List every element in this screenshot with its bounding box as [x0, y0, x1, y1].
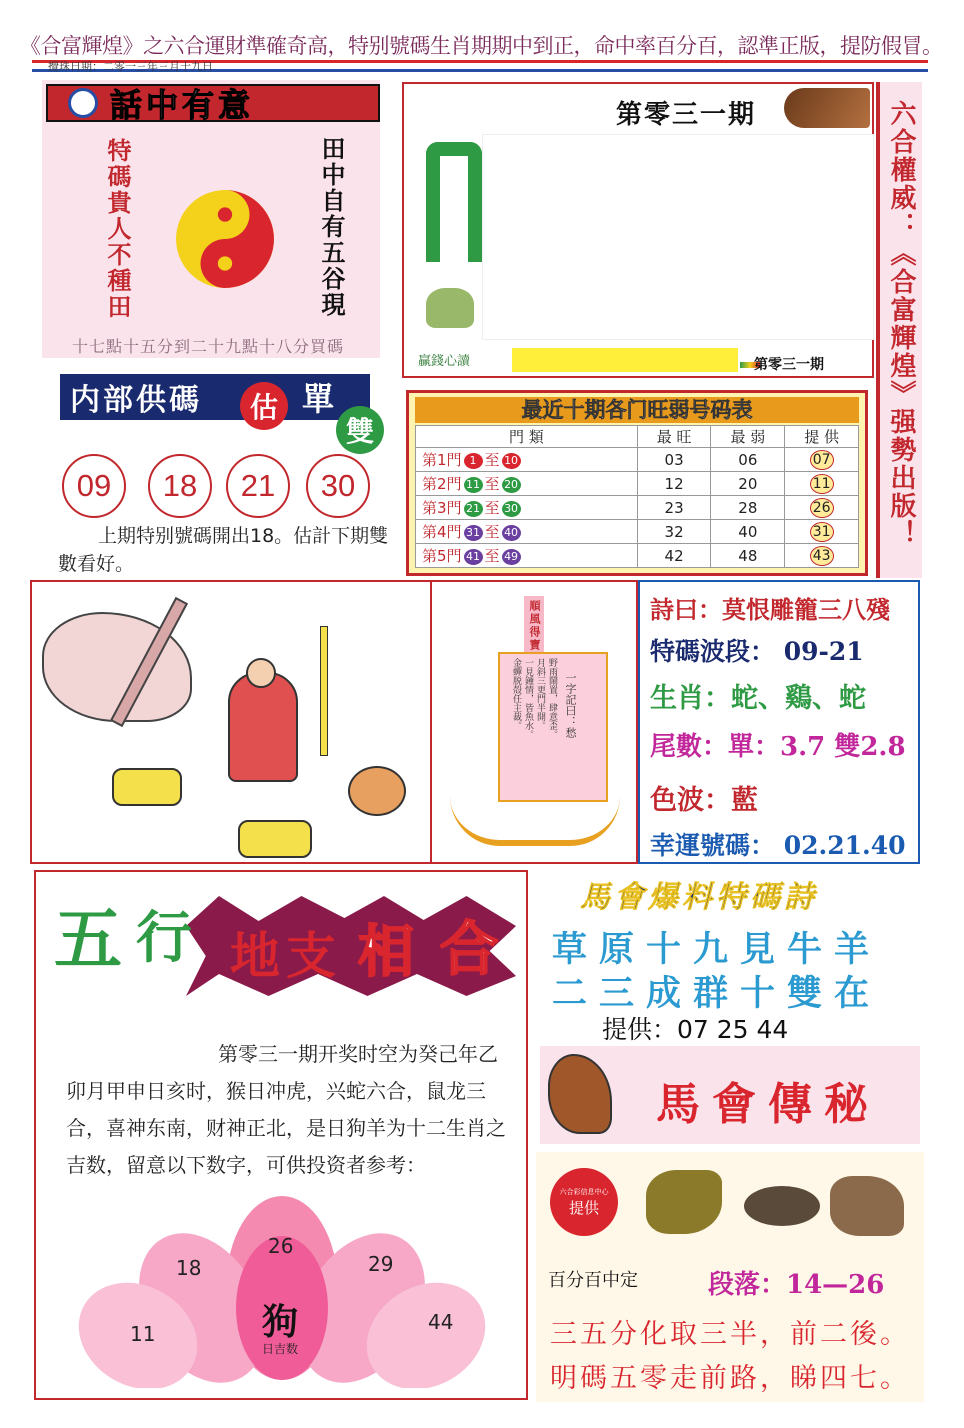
issue-poster: [402, 82, 874, 378]
hua-left-text: 特碼貴人不種田: [103, 138, 131, 320]
staff: [320, 626, 328, 756]
dragon-icon: [646, 1170, 722, 1234]
issue-caption: 贏錢心讀: [418, 354, 471, 369]
lotus-number: 18: [176, 1256, 202, 1280]
range-end: 30: [502, 501, 521, 517]
give-cell: 31: [785, 520, 859, 544]
gold-ingot-icon: [112, 768, 182, 806]
wave-row: [650, 632, 864, 668]
code-ball: 18: [148, 454, 212, 518]
tail-row: [650, 726, 906, 763]
poem-shi: 詩曰：莫恨雕籠三八殘: [650, 595, 890, 624]
sail-poem-line: 月斜三更門半開。: [535, 658, 545, 730]
min-cell: 28: [711, 496, 785, 520]
number-table-panel: [406, 390, 868, 576]
wuxing-char: 五: [54, 900, 123, 980]
person-figure: [228, 672, 298, 782]
side-banner: [876, 82, 922, 578]
wave-label: 特碼波段：: [650, 637, 776, 666]
seal-icon: [550, 1168, 618, 1236]
lotus-icon: [54, 1188, 510, 1388]
wuxing-char: 合: [440, 915, 499, 983]
boat-hull: [450, 796, 620, 846]
range-end: 49: [502, 549, 521, 565]
secret-line: 三五分化取三半，前二後。: [550, 1319, 910, 1350]
person-head: [246, 658, 276, 688]
lotus-number: 11: [130, 1322, 156, 1346]
guess-label: 估: [249, 391, 278, 424]
illustration-panel: [30, 580, 432, 864]
range-start: 21: [464, 501, 483, 517]
lucky-row: [650, 826, 906, 862]
hua-footer: 十七點十五分到二十九點十八分買碼: [72, 337, 345, 356]
wuxing-char: 地: [230, 926, 280, 985]
table-row: [416, 448, 859, 472]
table-title: 最近十期各门旺弱号码表: [415, 397, 859, 423]
range-start: 11: [464, 477, 483, 493]
secret-line: 明碼五零走前路，睇四七。: [550, 1363, 910, 1394]
yellow-strip: [512, 348, 738, 372]
range-start: 41: [464, 549, 483, 565]
wuxing-char: 行: [136, 905, 192, 971]
table-row: [416, 520, 859, 544]
blank-area: [482, 134, 874, 340]
give-cell: 07: [785, 448, 859, 472]
secret-sure: 百分百中定: [548, 1270, 638, 1291]
draw-date: 攪珠日期：二零一三年三月十九日: [32, 60, 928, 72]
lotus-number: 29: [368, 1252, 394, 1276]
max-cell: 32: [637, 520, 711, 544]
tail-value: 單：3.7: [728, 732, 826, 762]
money-bag-icon: [426, 288, 474, 328]
th: 提 供: [785, 426, 859, 448]
poem-panel: [638, 580, 920, 864]
code-ball: 30: [306, 454, 370, 518]
sail-panel: [432, 580, 638, 864]
secret-para: 段落：14—26: [708, 1270, 885, 1300]
green-logo: [426, 142, 482, 262]
give-cell: 11: [785, 472, 859, 496]
zodiac-row: [650, 676, 866, 715]
lotus-center: 狗: [262, 1302, 299, 1343]
dog-icon: [830, 1176, 904, 1236]
lucky-label: 幸運號碼：: [650, 831, 776, 860]
wuxing-char: 支: [286, 926, 336, 985]
lotus-number: 26: [268, 1234, 294, 1258]
range-start: 31: [464, 525, 483, 541]
th: 最 旺: [637, 426, 711, 448]
logo-icon: [68, 88, 98, 118]
hua-right-text: 田中自有五谷現: [317, 136, 345, 318]
sail-poem-line: 一見鍾情，皆魚水。: [523, 658, 533, 739]
seal-text-2: 提供: [568, 1198, 599, 1217]
secret-title: 馬會傳秘: [656, 1079, 880, 1130]
sail-poem-line: 野雨鬧置，肆意歪。: [547, 658, 557, 739]
guess-badge: [240, 382, 288, 430]
door-cell: 第2門 11 至 20: [416, 472, 638, 496]
door-cell: 第5門 41 至 49: [416, 544, 638, 568]
lotus-number: 44: [428, 1310, 454, 1334]
wuxing-text: 第零三一期开奖时空为癸己年乙卯月甲申日亥时，猴日冲虎，兴蛇六合，鼠龙三合，喜神东南，财神正北，是日狗羊为十二生肖之吉数，留意以下数字，可供投资者参考：: [66, 1042, 506, 1177]
color-value: 藍: [731, 785, 758, 816]
table-header-row: [416, 426, 859, 448]
color-row: [650, 778, 758, 817]
zodiac-value: 蛇、鷄、蛇: [731, 683, 866, 714]
range-start: 1: [464, 453, 483, 469]
horse-image: [784, 88, 870, 128]
jar-icon: [348, 766, 406, 816]
hua-title: 話中有意: [110, 86, 255, 124]
min-cell: 48: [711, 544, 785, 568]
sail-poem-line: 金蟬脱殻任主裁。: [511, 658, 521, 730]
tail-value-double: 雙2.8: [834, 732, 906, 762]
min-cell: 20: [711, 472, 785, 496]
th: 門 類: [416, 426, 638, 448]
give-cell: 43: [785, 544, 859, 568]
issue-top-title: 第零三一期: [616, 100, 757, 130]
rat-icon: [744, 1186, 820, 1226]
range-end: 40: [502, 525, 521, 541]
number-table: [415, 425, 859, 568]
range-end: 20: [502, 477, 521, 493]
table-row: [416, 496, 859, 520]
header-slogan: 《合富輝煌》之六合運財準確奇高，特别號碼生肖期期中到正，命中率百分百，認準正版，提防假冒。: [20, 34, 943, 58]
hua-title-bar: [46, 84, 380, 122]
issue-sub-title: 第零三一期: [754, 357, 824, 373]
color-label: 色波：: [650, 785, 731, 816]
horse-poem-line: 二三成群十雙在: [552, 974, 882, 1014]
tail-label: 尾數：: [650, 732, 729, 762]
table-row: [416, 472, 859, 496]
wuxing-char: 相: [358, 919, 414, 985]
min-cell: 40: [711, 520, 785, 544]
gold-ingot-icon: [238, 820, 312, 858]
side-banner-text: 六合權威：《合富輝煌》强勢出版！: [886, 100, 916, 548]
double-badge: [336, 406, 384, 454]
wave-value: 09-21: [783, 637, 864, 666]
single-label: 單: [302, 380, 335, 418]
code-ball: 09: [62, 454, 126, 518]
max-cell: 42: [637, 544, 711, 568]
give-cell: 26: [785, 496, 859, 520]
max-cell: 03: [637, 448, 711, 472]
max-cell: 23: [637, 496, 711, 520]
door-cell: 第3門 21 至 30: [416, 496, 638, 520]
code-ball: 21: [226, 454, 290, 518]
sail-poem-title: 一字記曰：愁: [564, 672, 577, 738]
yin-yang-icon: [174, 188, 276, 290]
zodiac-label: 生肖：: [650, 683, 731, 714]
seal-text: 六合彩信息中心: [559, 1187, 609, 1196]
lotus-sub: 日吉数: [262, 1342, 299, 1356]
th: 最 弱: [711, 426, 785, 448]
inner-note: 上期特别號碼開出18。估計下期雙數看好。: [58, 525, 389, 575]
sail-flag: 順風得寶: [524, 596, 544, 656]
horse-poem-line: 草原十九見牛羊: [552, 930, 882, 970]
door-cell: 第1門 1 至 10: [416, 448, 638, 472]
table-row: [416, 544, 859, 568]
horse-poem-title: 馬會爆料特碼詩: [580, 880, 818, 915]
range-end: 10: [502, 453, 521, 469]
lucky-value: 02.21.40: [783, 831, 906, 860]
double-label: 雙: [345, 415, 374, 448]
max-cell: 12: [637, 472, 711, 496]
wuxing-panel: [34, 870, 528, 1400]
inner-title: 内部供碼: [70, 383, 202, 418]
door-cell: 第4門 31 至 40: [416, 520, 638, 544]
min-cell: 06: [711, 448, 785, 472]
horse-poem-give: 提供：07 25 44: [602, 1015, 789, 1044]
hua-panel: [42, 80, 380, 358]
